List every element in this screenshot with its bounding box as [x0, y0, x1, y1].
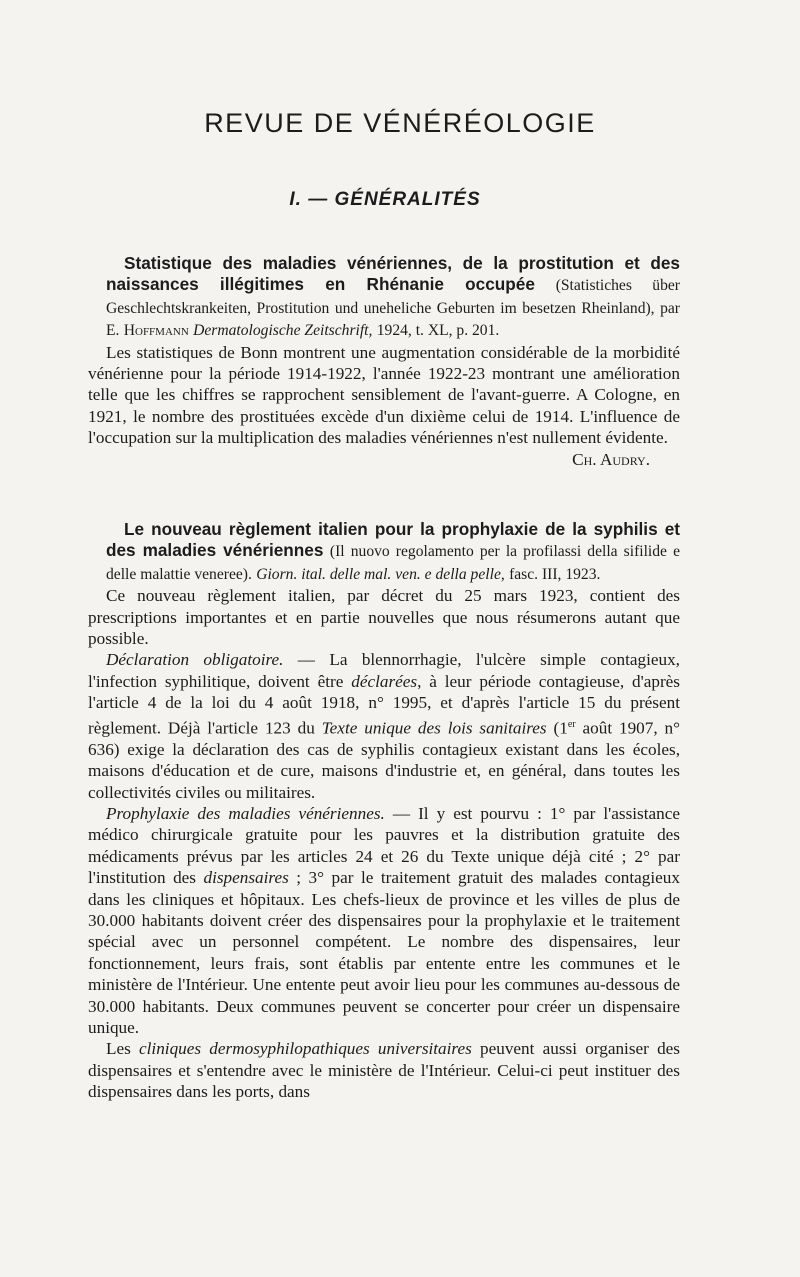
article-journal: Giorn. ital. delle mal. ven. e della pelle, — [256, 565, 505, 583]
journal-title: REVUE DE VÉNÉRÉOLOGIE — [204, 108, 596, 138]
article-author: Hoffmann — [123, 322, 189, 340]
article-source: (Statistiches über Geschlechtskrankeiten, Prostitution und uneheliche Geburten im besetzen Rheinland), par E. — [106, 277, 680, 340]
article-reglement — [88, 519, 680, 1103]
article-title: Statistique des maladies vénériennes, de la prostitution et des naissances illégitimes en Rhénanie occupée — [106, 253, 680, 295]
signature-line — [88, 449, 680, 470]
article-heading — [88, 519, 680, 585]
section-title: I. — GÉNÉRALITÉS — [289, 189, 481, 210]
article-body: Les statistiques de Bonn montrent une augmentation considérable de la morbidité vénérienne pour la période 1914-1922, l'année 1922-23 montrant une amélioration telle que les chiffres se rapprochent sensiblement de l'avant-guerre. A Cologne, en 1921, le nombre des prostituées excède d'un dixième celui de 1914. L'influence de l'occupation sur la multiplication des maladies vénériennes n'est nullement évidente. — [88, 342, 680, 448]
article-statistique — [88, 253, 680, 470]
paragraph: Déclaration obligatoire. — La blennorrhagie, l'ulcère simple contagieux, l'infection syphilitique, doivent être déclarées, à leur période contagieuse, d'après l'article 4 de la loi du 4 août 1918, n° 1995, et d'après l'article 15 du présent règlement. Déjà l'article 123 du Texte unique des lois sanitaires (1er août 1907, n° 636) exige la déclaration des cas de syphilis contagieux existant dans les écoles, maisons d'éducation et de cure, maisons d'industrie et, en général, dans toutes les collectivités civiles ou militaires. — [88, 650, 681, 802]
article-source: (Il nuovo regolamento per la profilassi della sifilide e delle malattie veneree). — [106, 543, 680, 583]
paragraph: Les cliniques dermosyphilopathiques universitaires peuvent aussi organiser des dispensaires et s'entendre avec le ministère de l'Intérieur. Celui-ci peut instituer des dispensaires dans les ports, dans — [88, 1039, 680, 1102]
paragraph: Prophylaxie des maladies vénériennes. — Il y est pourvu : 1° par l'assistance médico chirurgicale gratuite pour les pauvres et la distribution gratuite des médicaments prévus par les articles 24 et 26 du Texte unique déjà cité ; 2° par l'institution des dispensaires ; 3° par le traitement gratuit des malades contagieux dans les cliniques et hôpitaux. Les chefs-lieux de province et les villes de plus de 30.000 habitants doivent créer des dispensaires pour la prophylaxie et le traitement spécial avec un personnel compétent. Le nombre des dispensaires, leur fonctionnement, leurs frais, sont établis par entente entre les communes et le ministère de l'Intérieur. Une entente peut avoir lieu pour les communes au-dessous de 30.000 habitants. Deux communes peuvent se concerter pour créer un dispensaire unique. — [88, 804, 680, 1038]
article-source-ref: 1924, t. XL, p. 201. — [376, 322, 500, 340]
article-journal: Dermatologische Zeitschrift, — [193, 322, 373, 340]
article-heading — [88, 253, 680, 342]
signature: Ch. Audry. — [572, 449, 650, 469]
article-title: Le nouveau règlement italien pour la prophylaxie de la syphilis et des maladies vénériennes — [106, 519, 680, 561]
article-source-ref: fasc. III, 1923. — [509, 565, 601, 583]
paragraph: Ce nouveau règlement italien, par décret du 25 mars 1923, contient des prescriptions importantes et en partie nouvelles que nous résumerons autant que possible. — [88, 586, 680, 649]
